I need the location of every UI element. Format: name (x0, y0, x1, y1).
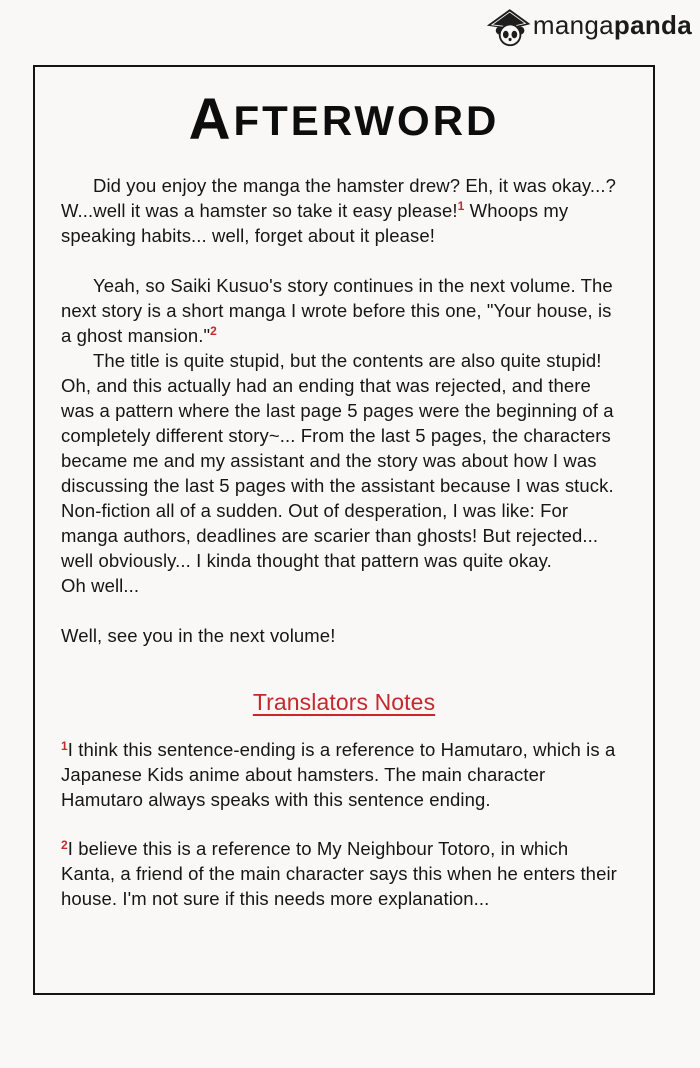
paragraph-1 (61, 173, 627, 248)
translator-note-1 (61, 737, 627, 812)
title-rest: FTERWORD (233, 97, 500, 144)
logo-wordmark (533, 12, 692, 42)
logo-word-panda: panda (613, 10, 692, 40)
note-1-text: I think this sentence-ending is a reference to Hamutaro, which is a Japanese Kids anime about hamsters. The main character Hamutaro always speaks with this sentence ending. (61, 739, 616, 810)
closing-line: Well, see you in the next volume! (61, 625, 336, 646)
aside-line: Oh well... (61, 575, 140, 596)
translator-note-2 (61, 836, 627, 911)
paragraph-1-text: Did you enjoy the manga the hamster drew? Eh, it was okay...? W...well it was a hamster so take it easy please! (61, 175, 616, 221)
paragraph-2-text: Yeah, so Saiki Kusuo's story continues in the next volume. The next story is a short manga I wrote before this one, "Your house, is a ghost mansion." (61, 275, 613, 346)
paragraph-3-text: The title is quite stupid, but the contents are also quite stupid! Oh, and this actually had an ending that was rejected, and there was a pattern where the last page 5 pages were the beginning of a completely different story~... From the last 5 pages, the characters became me and my assistant and the story was about how I was discussing the last 5 pages with the assistant because I was stuck. Non-fiction all of a sudden. Out of desperation, I was like: For manga authors, deadlines are scarier than ghosts! But rejected... well obviously... I kinda thought that pattern was quite okay. (61, 350, 614, 571)
note-2-ref: 2 (61, 838, 68, 852)
paragraph-2 (61, 273, 627, 348)
logo-word-manga: manga (532, 10, 614, 40)
title-dropcap: A (188, 87, 234, 152)
panda-hat-icon (486, 7, 532, 47)
translators-notes-heading: Translators Notes (252, 689, 436, 715)
footnote-ref-1: 1 (457, 199, 465, 213)
paragraph-3 (61, 348, 627, 573)
mangapanda-logo (486, 7, 692, 47)
note-2-text: I believe this is a reference to My Neighbour Totoro, in which Kanta, a friend of the main character says this when he enters their house. I'm not sure if this needs more explanation... (61, 838, 617, 909)
footnote-ref-2: 2 (210, 324, 217, 338)
afterword-frame (33, 65, 655, 995)
paragraph-1-text-after: Whoops my speaking habits... well, forget about it please! (61, 200, 569, 246)
note-1-ref: 1 (61, 739, 68, 753)
page-title (61, 87, 627, 152)
afterword-body (61, 173, 627, 911)
